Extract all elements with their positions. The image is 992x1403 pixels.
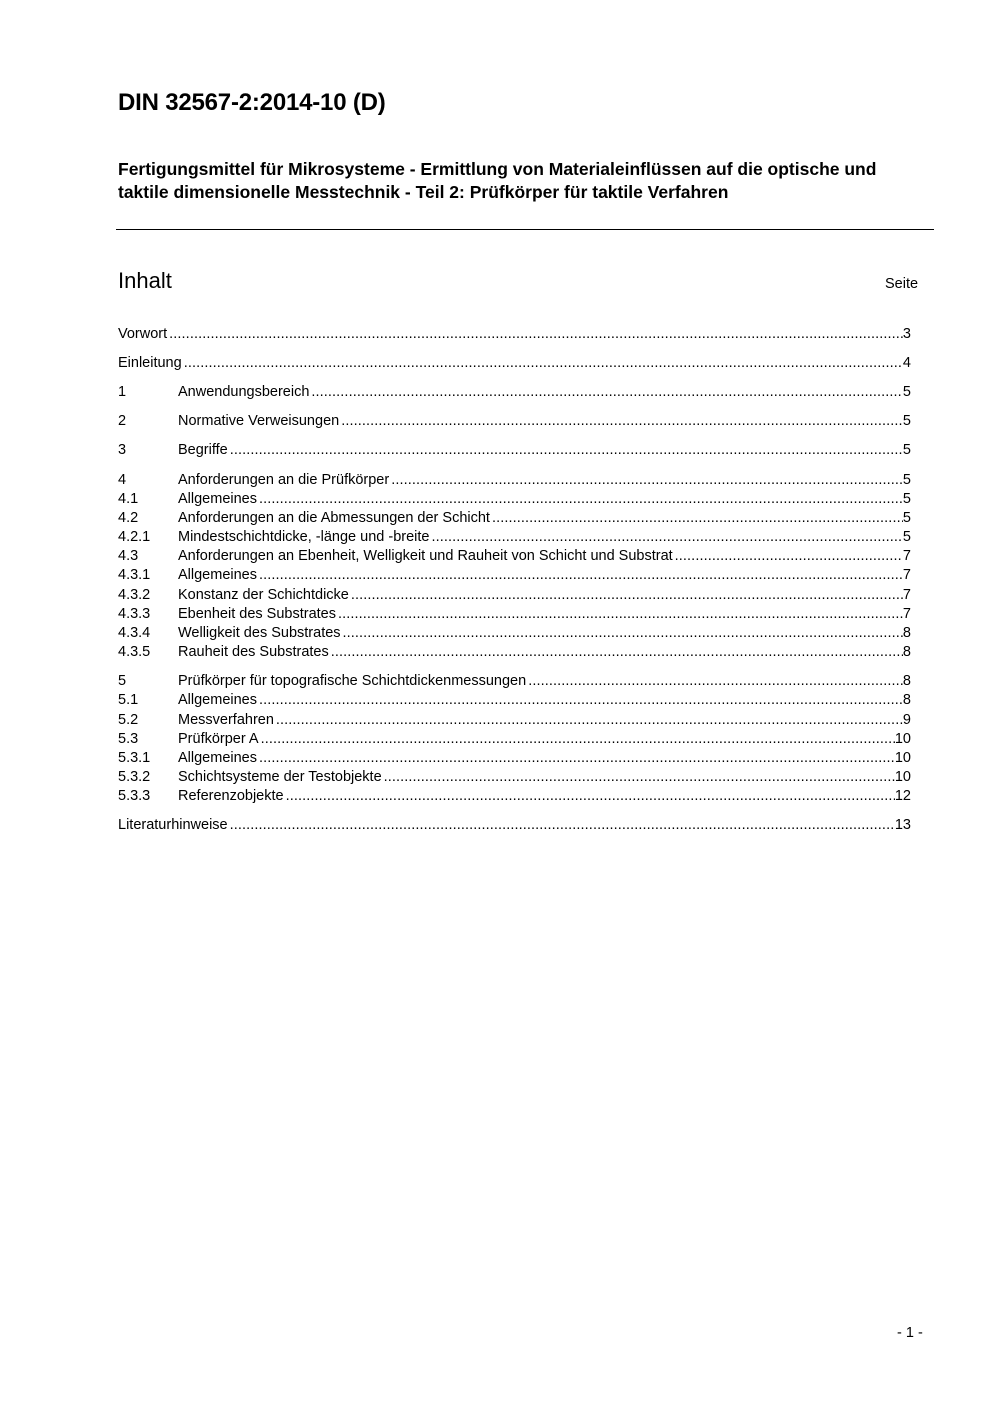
toc-entry-title: Rauheit des Substrates bbox=[178, 644, 329, 660]
toc-entry-page: 7 bbox=[902, 567, 911, 583]
toc-entry-number: 4.3.4 bbox=[118, 625, 151, 641]
toc-leader-dots bbox=[528, 672, 903, 691]
toc-entry[interactable] bbox=[118, 566, 911, 585]
toc-leader-dots bbox=[431, 528, 902, 547]
toc-entry[interactable] bbox=[118, 672, 911, 691]
toc-entry-page: 5 bbox=[902, 384, 911, 400]
toc-entry-number: 4.2.1 bbox=[118, 529, 151, 545]
toc-entry-number: 5.2 bbox=[118, 712, 139, 728]
toc-entry-number: 4.3.1 bbox=[118, 567, 151, 583]
toc-entry-page: 7 bbox=[902, 587, 911, 603]
toc-leader-dots bbox=[343, 624, 903, 643]
toc-entry[interactable] bbox=[118, 528, 911, 547]
toc-entry[interactable] bbox=[118, 730, 911, 749]
toc-entry-page: 8 bbox=[902, 644, 911, 660]
toc-entry[interactable] bbox=[118, 711, 911, 730]
toc-entry-title: Prüfkörper für topografische Schichtdickenmessungen bbox=[178, 673, 527, 689]
toc-leader-dots bbox=[230, 816, 895, 835]
toc-entry[interactable] bbox=[118, 749, 911, 768]
toc-entry-page: 8 bbox=[902, 673, 911, 689]
toc-entry-title: Welligkeit des Substrates bbox=[178, 625, 341, 641]
toc-entry-number: 1 bbox=[118, 384, 127, 400]
toc-entry-page: 3 bbox=[902, 326, 911, 342]
toc-leader-dots bbox=[259, 749, 895, 768]
toc-entry-number: 5.3 bbox=[118, 731, 139, 747]
toc-entry-title: Anforderungen an die Prüfkörper bbox=[178, 472, 390, 488]
toc-entry-title: Vorwort bbox=[118, 326, 168, 342]
toc-entry[interactable] bbox=[118, 768, 911, 787]
toc-entry-number: 4.1 bbox=[118, 491, 139, 507]
toc-entry-page: 10 bbox=[894, 769, 911, 785]
toc-entry-page: 5 bbox=[902, 442, 911, 458]
toc-entry-number: 3 bbox=[118, 442, 127, 458]
toc-entry[interactable] bbox=[118, 816, 911, 835]
toc-leader-dots bbox=[261, 730, 895, 749]
toc-entry-number: 4.3 bbox=[118, 548, 139, 564]
toc-leader-dots bbox=[391, 471, 903, 490]
toc-entry-title: Anforderungen an Ebenheit, Welligkeit und Rauheit von Schicht und Substrat bbox=[178, 548, 673, 564]
toc-entry-page: 7 bbox=[902, 548, 911, 564]
toc-entry-number: 4.3.3 bbox=[118, 606, 151, 622]
toc-entry-number: 4 bbox=[118, 472, 127, 488]
toc-entry-title: Prüfkörper A bbox=[178, 731, 259, 747]
toc-entry-page: 13 bbox=[894, 817, 911, 833]
toc-entry-page: 9 bbox=[902, 712, 911, 728]
toc-entry-page: 5 bbox=[902, 529, 911, 545]
toc-entry[interactable] bbox=[118, 509, 911, 528]
toc-leader-dots bbox=[184, 354, 903, 373]
toc-entry-title: Allgemeines bbox=[178, 750, 257, 766]
toc-entry-page: 4 bbox=[902, 355, 911, 371]
toc-entry-title: Einleitung bbox=[118, 355, 182, 371]
toc-entry-number: 4.3.2 bbox=[118, 587, 151, 603]
toc-entry[interactable] bbox=[118, 605, 911, 624]
toc-entry-number: 5.1 bbox=[118, 692, 139, 708]
toc-entry-number: 4.3.5 bbox=[118, 644, 151, 660]
toc-entry-number: 2 bbox=[118, 413, 127, 429]
toc-leader-dots bbox=[230, 441, 903, 460]
toc-entry-title: Ebenheit des Substrates bbox=[178, 606, 336, 622]
toc-leader-dots bbox=[259, 691, 903, 710]
document-title: Fertigungsmittel für Mikrosysteme - Ermittlung von Materialeinflüssen auf die optische und taktile dimensionelle Messtechnik - Teil 2: Prüfkörper für taktile Verfahren bbox=[118, 159, 877, 202]
toc-entry-page: 5 bbox=[902, 472, 911, 488]
toc-entry[interactable] bbox=[118, 490, 911, 509]
toc-entry-page: 5 bbox=[902, 510, 911, 526]
toc-leader-dots bbox=[338, 605, 903, 624]
toc-entry-title: Begriffe bbox=[178, 442, 228, 458]
toc-entry-title: Allgemeines bbox=[178, 692, 257, 708]
toc-entry-page: 5 bbox=[902, 491, 911, 507]
toc-entry-number: 5.3.2 bbox=[118, 769, 151, 785]
toc-entry[interactable] bbox=[118, 547, 911, 566]
toc-entry-title: Allgemeines bbox=[178, 491, 257, 507]
toc-leader-dots bbox=[286, 787, 895, 806]
toc-entry-title: Literaturhinweise bbox=[118, 817, 228, 833]
toc-leader-dots bbox=[259, 566, 903, 585]
toc-leader-dots bbox=[276, 711, 903, 730]
toc-leader-dots bbox=[259, 490, 903, 509]
toc-entry[interactable] bbox=[118, 354, 911, 373]
toc-leader-dots bbox=[384, 768, 895, 787]
toc-entry-page: 8 bbox=[902, 692, 911, 708]
toc-entry-page: 12 bbox=[894, 788, 911, 804]
toc-entry-title: Allgemeines bbox=[178, 567, 257, 583]
toc-entry-page: 5 bbox=[902, 413, 911, 429]
toc-entry[interactable] bbox=[118, 325, 911, 344]
toc-entry-number: 5 bbox=[118, 673, 127, 689]
toc-entry-title: Mindestschichtdicke, -länge und -breite bbox=[178, 529, 430, 545]
document-id: DIN 32567-2:2014-10 (D) bbox=[118, 89, 386, 116]
toc-entry-page: 7 bbox=[902, 606, 911, 622]
page-column-label: Seite bbox=[885, 276, 919, 292]
toc-entry-title: Schichtsysteme der Testobjekte bbox=[178, 769, 382, 785]
toc-entry-title: Anwendungsbereich bbox=[178, 384, 310, 400]
toc-entry-number: 4.2 bbox=[118, 510, 139, 526]
toc-entry-page: 8 bbox=[902, 625, 911, 641]
toc-entry[interactable] bbox=[118, 471, 911, 490]
title-divider bbox=[116, 229, 934, 230]
toc-entry[interactable] bbox=[118, 787, 911, 806]
toc-entry-page: 10 bbox=[894, 750, 911, 766]
toc-entry-title: Referenzobjekte bbox=[178, 788, 284, 804]
toc-entry[interactable] bbox=[118, 383, 911, 402]
toc-entry-title: Messverfahren bbox=[178, 712, 274, 728]
toc-leader-dots bbox=[675, 547, 903, 566]
toc-leader-dots bbox=[351, 586, 903, 605]
toc-leader-dots bbox=[311, 383, 903, 402]
toc-entry[interactable] bbox=[118, 624, 911, 643]
toc-heading: Inhalt bbox=[118, 268, 172, 293]
toc-leader-dots bbox=[331, 643, 903, 662]
page-number: - 1 - bbox=[897, 1325, 923, 1341]
toc-entry[interactable] bbox=[118, 586, 911, 605]
toc-entry-title: Normative Verweisungen bbox=[178, 413, 340, 429]
toc-leader-dots bbox=[169, 325, 903, 344]
toc-entry-page: 10 bbox=[894, 731, 911, 747]
toc-entry[interactable] bbox=[118, 412, 911, 431]
toc-entry-title: Konstanz der Schichtdicke bbox=[178, 587, 349, 603]
toc-entry-number: 5.3.1 bbox=[118, 750, 151, 766]
toc-entry[interactable] bbox=[118, 643, 911, 662]
toc-entry-number: 5.3.3 bbox=[118, 788, 151, 804]
toc-leader-dots bbox=[492, 509, 903, 528]
toc-entry[interactable] bbox=[118, 691, 911, 710]
toc-entry-title: Anforderungen an die Abmessungen der Schicht bbox=[178, 510, 490, 526]
toc-entry[interactable] bbox=[118, 441, 911, 460]
toc-leader-dots bbox=[341, 412, 903, 431]
